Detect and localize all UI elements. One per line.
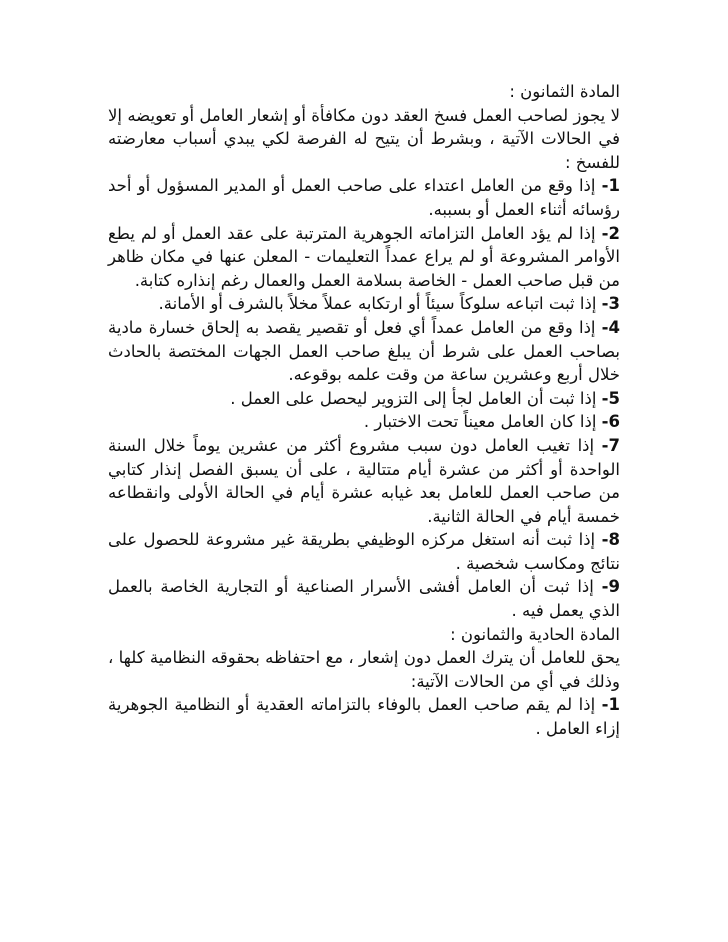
article-80-item-9 xyxy=(108,575,620,622)
article-80-item-1 xyxy=(108,174,620,221)
item-number: 4- xyxy=(601,317,620,337)
item-number: 6- xyxy=(601,412,620,432)
article-81-item-1 xyxy=(108,693,620,740)
item-text: إذا ثبت اتباعه سلوكاً سيئاً أو ارتكابه عملاً مخلاً بالشرف أو الأمانة. xyxy=(158,294,602,314)
article-80-intro: لا يجوز لصاحب العمل فسخ العقد دون مكافأة أو إشعار العامل أو تعويضه إلا في الحالات الآتية ، وبشرط أن يتيح له الفرصة لكي يبدي أسباب معارضته للفسخ : xyxy=(108,105,620,172)
document-page xyxy=(108,80,620,741)
item-number: 5- xyxy=(601,388,620,408)
item-number: 1- xyxy=(601,695,620,715)
item-text: إذا لم يقم صاحب العمل بالوفاء بالتزاماته العقدية أو النظامية الجوهرية إزاء العامل . xyxy=(108,695,620,739)
item-text: إذا لم يؤد العامل التزاماته الجوهرية المترتبة على عقد العمل أو لم يطع الأوامر المشروعة أو لم يراع عمداً التعليمات - المعلن عنها في مكان ظاهر من قبل صاحب العمل - الخاصة بسلامة العمل والعمال رغم إنذاره كتابة. xyxy=(108,223,620,290)
article-81-intro: يحق للعامل أن يترك العمل دون إشعار ، مع احتفاظه بحقوقه النظامية كلها ، وذلك في أي من الحالات الآتية: xyxy=(108,648,620,691)
item-text: إذا تغيب العامل دون سبب مشروع أكثر من عشرين يوماً خلال السنة الواحدة أو أكثر من عشرة أيام متتالية ، على أن يسبق الفصل إنذار كتابي من صاحب العمل للعامل بعد غيابه عشرة أيام في الحالة الأولى وانقطاعه خمسة أيام في الحالة الثانية. xyxy=(108,435,620,526)
article-80-item-5 xyxy=(108,387,620,411)
item-number: 1- xyxy=(601,176,620,196)
item-text: إذا ثبت أن العامل لجأ إلى التزوير ليحصل على العمل . xyxy=(230,388,602,408)
article-80-item-2 xyxy=(108,222,620,293)
article-80-item-8 xyxy=(108,528,620,575)
item-text: إذا وقع من العامل اعتداء على صاحب العمل أو المدير المسؤول أو أحد رؤسائه أثناء العمل أو بسببه. xyxy=(108,176,620,219)
article-80-item-4 xyxy=(108,316,620,387)
article-80-item-3 xyxy=(108,292,620,316)
article-80-item-7 xyxy=(108,434,620,528)
article-80-heading: المادة الثمانون : xyxy=(509,82,620,101)
item-text: إذا ثبت أنه استغل مركزه الوظيفي بطريقة غير مشروعة للحصول على نتائج ومكاسب شخصية . xyxy=(108,530,620,573)
item-number: 7- xyxy=(601,435,620,455)
item-text: إذا وقع من العامل عمداً أي فعل أو تقصير يقصد به إلحاق خسارة مادية بصاحب العمل على شرط أن يبلغ صاحب العمل الجهات المختصة بالحادث خلال أربع وعشرين ساعة من وقت علمه بوقوعه. xyxy=(108,317,620,385)
item-number: 3- xyxy=(601,294,620,314)
article-81-heading: المادة الحادية والثمانون : xyxy=(450,624,620,644)
item-number: 9- xyxy=(601,577,620,597)
item-number: 2- xyxy=(601,223,620,243)
item-text: إذا ثبت أن العامل أفشى الأسرار الصناعية أو التجارية الخاصة بالعمل الذي يعمل فيه . xyxy=(108,577,620,621)
item-text: إذا كان العامل معيناً تحت الاختبار . xyxy=(363,412,602,432)
item-number: 8- xyxy=(601,530,620,550)
article-80-item-6 xyxy=(108,410,620,434)
